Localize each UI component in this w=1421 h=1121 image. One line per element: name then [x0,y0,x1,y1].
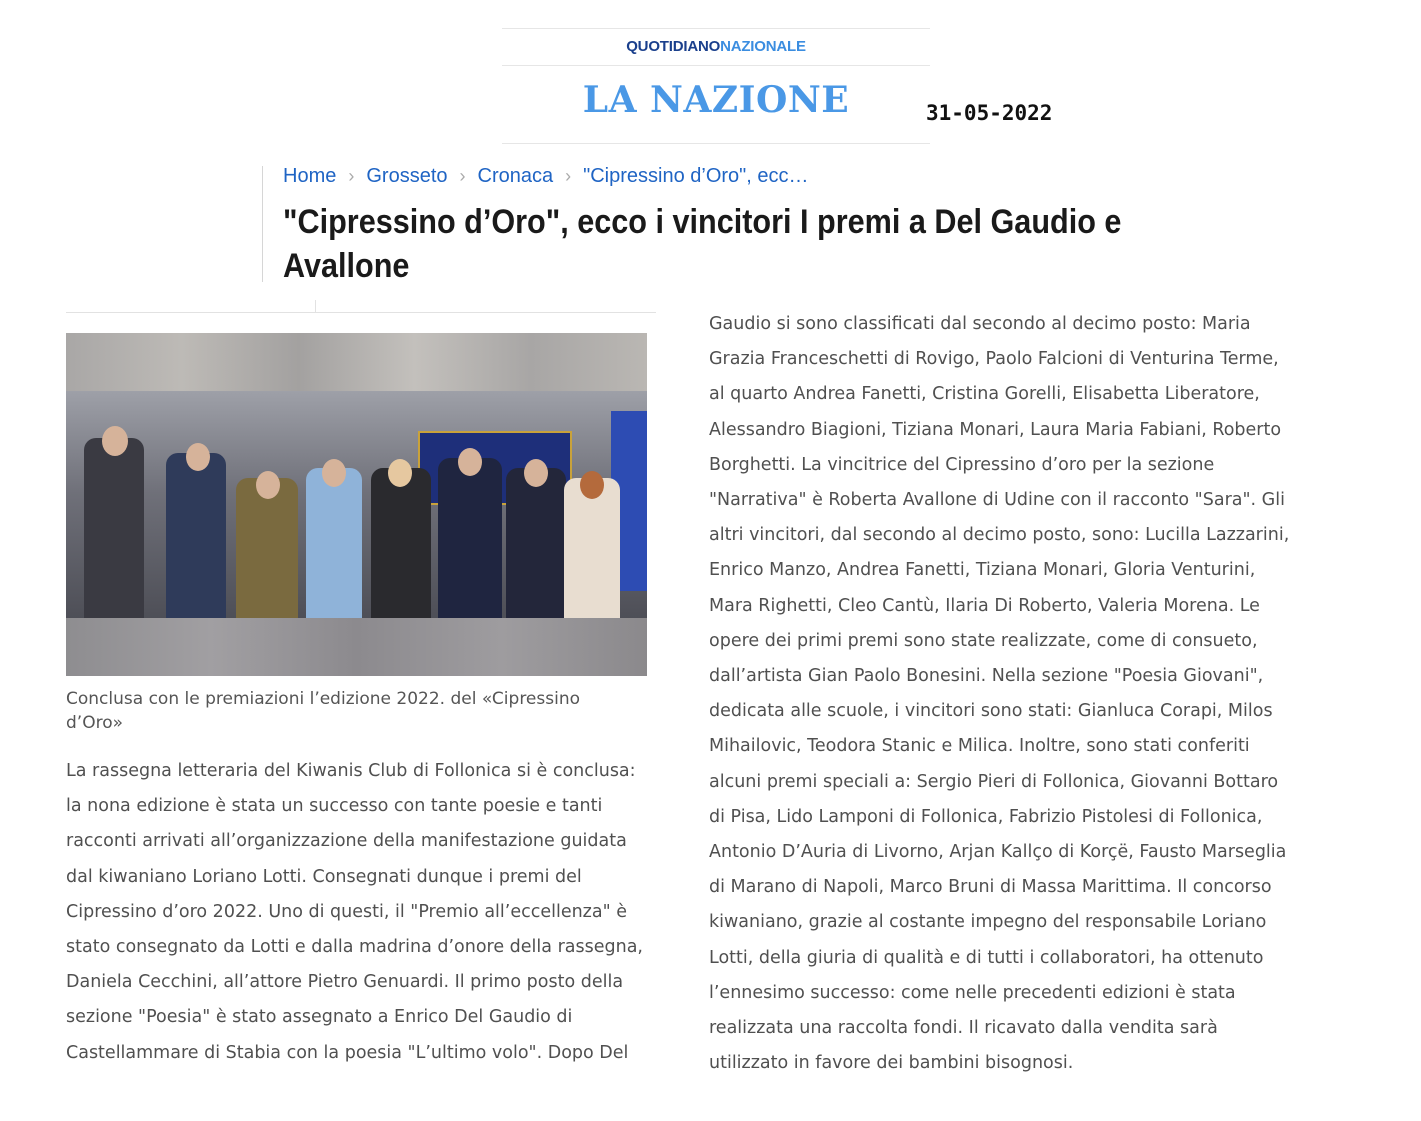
person-head [322,459,346,487]
breadcrumb-current-article[interactable]: "Cipressino d’Oro", ecc… [583,164,809,187]
article-body-right-column: Gaudio si sono classificati dal secondo al decimo posto: Maria Grazia Franceschetti di Rovigo, Paolo Falcioni di Venturina Terme, al quarto Andrea Fanetti, Cristina Gorelli, Elisabetta Liberatore, Alessandro Biagioni, Tiziana Monari, Laura Maria Fabiani, Roberto Borghetti. La vincitrice del Cipressino d’oro per la sezione "Narrativa" è Roberta Avallone di Udine con il racconto "Sara". Gli altri vincitori, dal secondo al decimo posto, sono: Lucilla Lazzarini, Enrico Manzo, Andrea Fanetti, Tiziana Monari, Gloria Venturini, Mara Righetti, Cleo Cantù, Ilaria Di Roberto, Valeria Morena. Le opere dei primi premi sono state realizzate, come di consueto, dall’artista Gian Paolo Bonesini. Nella sezione "Poesia Giovani", dedicata alle scuole, i vincitori sono stati: Gianluca Corapi, Milos Mihailovic, Teodora Stanic e Milica. Inoltre, sono stati conferiti alcuni premi speciali a: Sergio Pieri di Follonica, Giovanni Bottaro di Pisa, Lido Lamponi di Follonica, Fabrizio Pistolesi di Follonica, Antonio D’Auria di Livorno, Arjan Kallço di Korçë, Fausto Marseglia di Marano di Napoli, Marco Bruni di Massa Marittima. Il concorso kiwaniano, grazie al costante impegno del responsabile Loriano Lotti, della giuria di qualità e di tutti i collaboratori, ha ottenuto l’ennesimo successo: come nelle precedenti edizioni è stata realizzata una raccolta fondi. Il ricavato dalla vendita sarà utilizzato in favore dei bambini bisognosi. [709,314,1290,1074]
person-figure [236,478,298,618]
chevron-right-icon: › [565,165,572,186]
photo-caption: Conclusa con le premiazioni l’edizione 2022. del «Cipressino d’Oro» [66,689,581,733]
breadcrumb-home[interactable]: Home [283,164,337,187]
qn-logo-part2: NAZIONALE [720,38,806,55]
qn-logo-part1: QUOTIDIANO [626,38,721,55]
breadcrumb [283,163,809,189]
breadcrumb-cronaca[interactable]: Cronaca [477,164,554,187]
person-head [102,426,128,456]
person-figure [306,468,362,618]
publication-date: 31-05-2022 [926,101,1053,125]
person-figure [506,468,566,618]
article-body-left-column: La rassegna letteraria del Kiwanis Club di Follonica si è conclusa: la nona edizione è stata un successo con tante poesie e tanti racconti arrivati all’organizzazione della manifestazione guidata dal kiwaniano Loriano Lotti. Consegnati dunque i premi del Cipressino d’oro 2022. Uno di questi, il "Premio all’eccellenza" è stato consegnato da Lotti e dalla madrina d’onore della rassegna, Daniela Cecchini, all’attore Pietro Genuardi. Il primo posto della sezione "Poesia" è stato assegnato a Enrico Del Gaudio di Castellammare di Stabia con la poesia "L’ultimo volo". Dopo Del [66,761,643,1063]
la-nazione-logo[interactable]: LA NAZIONE [582,79,850,121]
person-head [524,459,548,487]
person-figure [564,478,620,618]
photo-award-group [66,391,647,618]
chevron-right-icon: › [459,165,466,186]
qn-logo[interactable] [502,38,930,55]
person-head [580,471,604,499]
breadcrumb-grosseto[interactable]: Grosseto [366,164,448,187]
content-divider-tick [315,300,316,312]
person-head [186,443,210,471]
person-figure [84,438,144,618]
person-figure [371,468,431,618]
masthead [502,28,930,144]
header-vertical-divider [262,166,263,282]
person-head [256,471,280,499]
content-divider [66,312,656,313]
chevron-right-icon: › [348,165,355,186]
masthead-divider [502,65,930,66]
person-head [388,459,412,487]
person-head [458,448,482,476]
article-photo[interactable] [66,333,647,676]
photo-blurred-bottom [66,618,647,676]
article-headline: "Cipressino d’Oro", ecco i vincitori I premi a Del Gaudio e Avallone [283,203,1122,285]
person-figure [438,458,502,618]
person-figure [166,453,226,618]
photo-blurred-top [66,333,647,391]
